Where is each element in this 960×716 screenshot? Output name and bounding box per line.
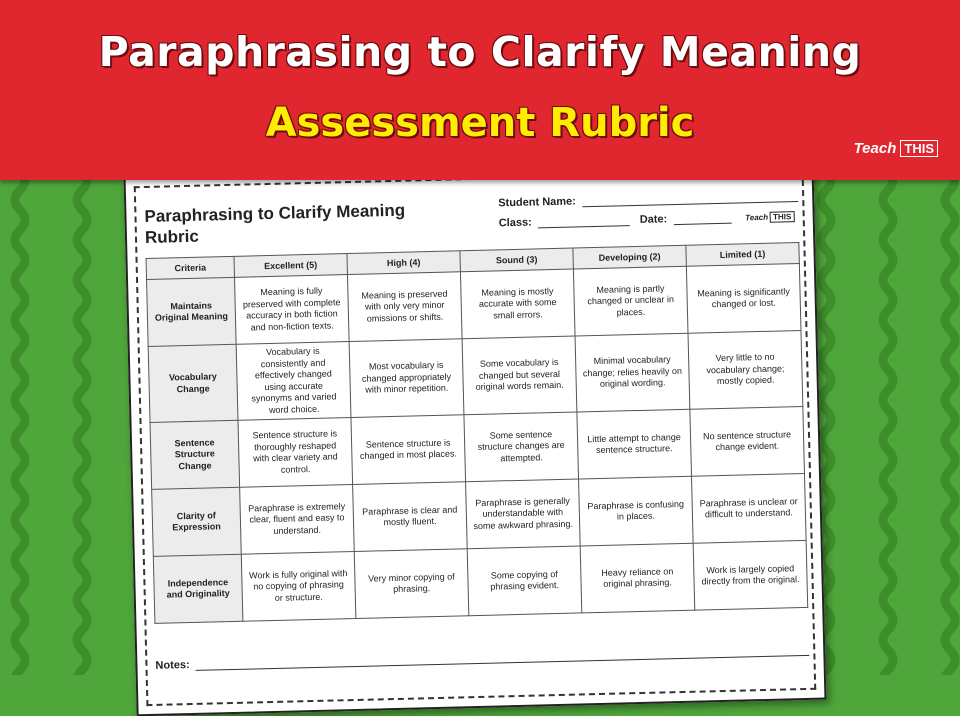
rubric-worksheet — [124, 160, 827, 716]
mini-logo-this-text: THIS — [770, 211, 794, 223]
notes-label: Notes: — [155, 659, 190, 672]
logo-teach-text: Teach — [853, 140, 897, 157]
rubric-cell[interactable]: Meaning is partly changed or unclear in places. — [573, 266, 688, 336]
rubric-cell[interactable]: Meaning is preserved with only very minor omissions or shifts. — [347, 272, 462, 342]
rubric-cell[interactable]: Vocabulary is consistently and effectively changed using accurate synonyms and varied word choice. — [236, 342, 351, 421]
student-name-label: Student Name: — [498, 195, 577, 210]
wavy-stripe — [883, 170, 893, 675]
rubric-cell[interactable]: Paraphrase is confusing in places. — [579, 476, 694, 546]
teach-this-logo — [854, 140, 938, 157]
rubric-cell[interactable]: Paraphrase is clear and mostly fluent. — [353, 482, 468, 552]
logo-this-text: THIS — [900, 140, 938, 157]
rubric-cell[interactable]: Paraphrase is extremely clear, fluent and easy to understand. — [240, 485, 355, 555]
rubric-cell[interactable]: No sentence structure change evident. — [690, 406, 805, 476]
worksheet-paper — [124, 160, 827, 716]
criteria-cell: Vocabulary Change — [148, 344, 238, 422]
rubric-cell[interactable]: Very little to no vocabulary change; mostly copied. — [688, 331, 803, 410]
mini-teach-this-logo — [745, 211, 794, 223]
worksheet-title-line1: Paraphrasing to Clarify Meaning — [144, 200, 406, 227]
wavy-stripe — [15, 170, 25, 675]
rubric-cell[interactable]: Little attempt to change sentence structure. — [577, 409, 692, 479]
criteria-cell: Independence and Originality — [153, 554, 243, 623]
rubric-cell[interactable]: Some copying of phrasing evident. — [467, 546, 582, 616]
date-label: Date: — [639, 213, 668, 226]
rubric-cell[interactable]: Meaning is significantly changed or lost. — [686, 264, 801, 334]
student-info-fields — [498, 190, 799, 237]
rubric-cell[interactable]: Minimal vocabulary change; relies heavily on original wording. — [575, 333, 690, 412]
worksheet-title — [144, 200, 406, 248]
date-line[interactable] — [673, 213, 731, 225]
class-label: Class: — [498, 216, 532, 230]
worksheet-title-line2: Rubric — [144, 226, 200, 247]
mini-logo-teach-text: Teach — [745, 212, 769, 223]
criteria-cell: Sentence Structure Change — [150, 420, 240, 489]
rubric-cell[interactable]: Some sentence structure changes are attempted. — [464, 412, 579, 482]
rubric-cell[interactable]: Some vocabulary is changed but several original words remain. — [462, 336, 577, 415]
header-criteria: Criteria — [146, 256, 234, 279]
header-excellent: Excellent (5) — [234, 254, 347, 278]
page-subtitle: Assessment Rubric — [265, 100, 695, 146]
criteria-cell: Clarity of Expression — [152, 487, 242, 556]
rubric-cell[interactable]: Paraphrase is generally understandable with some awkward phrasing. — [466, 479, 581, 549]
rubric-cell[interactable]: Work is largely copied directly from the original. — [693, 540, 808, 610]
rubric-cell[interactable]: Heavy reliance on original phrasing. — [580, 543, 695, 613]
rubric-cell[interactable]: Sentence structure is thoroughly reshaped with clear variety and control. — [238, 418, 353, 488]
header-sound: Sound (3) — [460, 248, 573, 272]
header-banner — [0, 0, 960, 180]
rubric-table — [146, 242, 809, 624]
criteria-cell: Maintains Original Meaning — [147, 277, 237, 346]
rubric-cell[interactable]: Very minor copying of phrasing. — [354, 549, 469, 619]
rubric-cell[interactable]: Most vocabulary is changed appropriately with minor repetition. — [349, 339, 464, 418]
rubric-cell[interactable]: Meaning is fully preserved with complete accuracy in both fiction and non-fiction texts. — [235, 275, 350, 345]
class-line[interactable] — [538, 215, 630, 228]
rubric-cell[interactable]: Sentence structure is changed in most places. — [351, 415, 466, 485]
header-developing: Developing (2) — [573, 245, 686, 269]
rubric-cell[interactable]: Work is fully original with no copying of phrasing or structure. — [241, 551, 356, 621]
page-title: Paraphrasing to Clarify Meaning — [98, 28, 862, 76]
rubric-cell[interactable]: Paraphrase is unclear or difficult to understand. — [691, 473, 806, 543]
class-date-row — [499, 210, 799, 229]
header-high: High (4) — [347, 251, 460, 275]
header-limited: Limited (1) — [686, 243, 799, 267]
rubric-cell[interactable]: Meaning is mostly accurate with some small errors. — [460, 269, 575, 339]
wavy-stripe — [945, 170, 955, 675]
wavy-stripe — [77, 170, 87, 675]
